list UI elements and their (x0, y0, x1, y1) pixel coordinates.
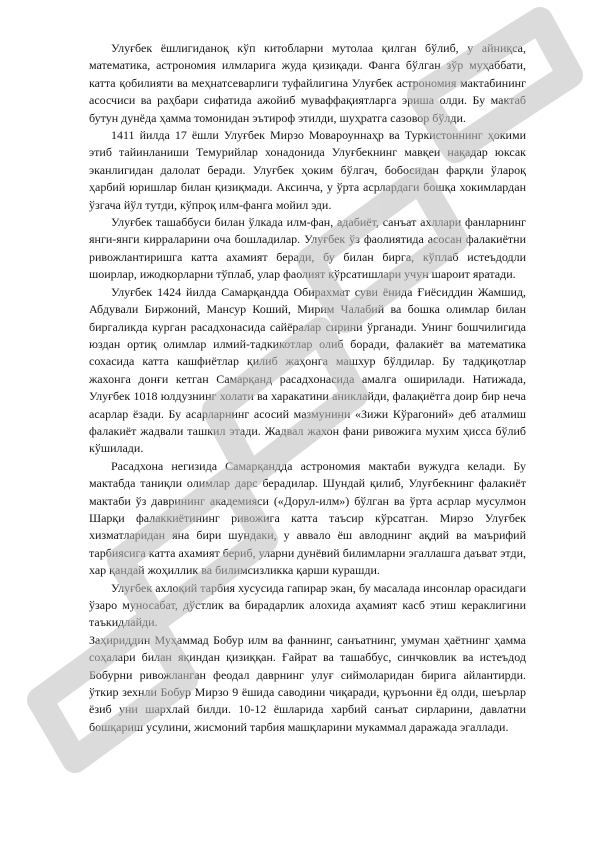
document-body (89, 40, 526, 736)
paragraph-ulugbek-youth: Улуғбек ёшлигиданоқ кўп китобларни мутолаа қилган бўлиб, у айниқса, математика, астрономия илмларига жуда қизиқади. Фанга бўлган зўр муҳаббати, катта қобилияти ва меҳнатсеварлиги туфайлигина Улуғбек астрономия мактабининг асосчиси ва раҳбари сифатида ажойиб муваффақиятларга эриша олди. Бу мактаб бутун дунёда ҳамма томонидан эътироф этилди, шуҳратга сазовор бўлди. (89, 41, 526, 125)
paragraph-astronomy-school: Расадхона негизида Самарқандда астрономия мактаби вужудга келади. Бу мактабда таниқли олимлар дарс берадилар. Шундай қилиб, Улуғбекнинг фалакиёт мактаби ўз даврининг академияси («Дорул-илм») бўлган ва ўрта асрлар мусулмон Шарқи фалаккиётининг ривожига катта таъсир кўрсатган. Мирзо Улуғбек хизматларидан яна бири шундаки, у аввало ёш авлоднинг ақдий ва маърифий тарбиясига катта ахамият бериб, уларни дунёвий билимларни эгаллашга даъват этди, хар қандай жоҳиллик ва билимсизликка қарши курашди. (89, 458, 526, 578)
paragraph-ulugbek-governor: 1411 йилда 17 ёшли Улуғбек Мирзо Мовароуннаҳр ва Туркистоннинг ҳокими этиб тайинланиши Темурийлар хонадонида Улуғбекнинг мавқеи нақадар юксак эканлигидан далолат беради. Улуғбек ҳоким бўлгач, бобосидан фарқли ўлароқ ҳарбий юришлар билан қизиқмади. Аксинча, у ўрта асрлардаги бошқа хокимлардан ўзгача йўл тутди, кўпроқ илм-фанга мойил эди. (89, 128, 526, 212)
paragraph-babur: Заҳириддин Муҳаммад Бобур илм ва фаннинг, санъатнинг, умуман ҳаётнинг ҳамма соҳалари билан яқиндан қизиққан. Ғайрат ва ташаббус, синчковлик ва истеъдод Бобурни ривожланган феодал даврнинг улуғ сиймоларидан бирига айлантирди. ўткир зехнли Бобур Мирзо 9 ёшида саводини чиқаради, қуръонни ёд олди, шеърлар ёзиб уни шархлай билди. 10-12 ёшларида харбий санъат сирларини, давлатни бошқариш усулини, жисмоний тарбия машқларини мукаммал даражада эгаллади. (89, 632, 526, 734)
paragraph-moral-education: Улуғбек ахлоқий тарбия хусусида гапирар экан, бу масалада инсонлар орасидаги ўзаро муносабат, дўстлик ва бирадарлик алохида аҳамият касб этиш кераклигини таъкидлайди. (89, 580, 526, 630)
paragraph-ulugbek-initiative: Улуғбек ташаббуси билан ўлкада илм-фан, адабиёт, санъат ахллари фанларнинг янги-янги кирраларини оча бошладилар. Улуғбек ўз фаолиятида асосан фалакиётни ривожлантиришга катта ахамият беради, бу билан бирга, кўплаб истеъдодли шоирлар, ижодкорларни тўплаб, улар фаолият кўрсатишлари учун шароит яратади. (89, 215, 526, 282)
paragraph-observatory: Улуғбек 1424 йилда Самарқандда Обирахмат суви ёнида Ғиёсиддин Жамшид, Абдували Биржоний, Мансур Коший, Мирим Чалабий ва бошка олимлар билан биргаликда курган расадхонасида сайёралар сирини ўрганади. Унинг бошчилигида юздан ортиқ олимлар илмий-тадкикотлар олиб боради, фалакиёт ва математика сохасида катта кашфиётлар қилиб жаҳонга машхур бўлдилар. Бу тадқиқотлар жахонга донғи кетган Самарқанд расадхонасида амалга оширилади. Натижада, Улуғбек 1018 юлдузнинг холати ва харакатини аниклайди, фалақиётга доир бир неча асарлар ёзади. Бу асарларнинг асосий мазмунини «Зижи Кўрагоний» деб аталмиш фалакиёт жадвали ташкил этади. Жадвал жахон фани ривожига мухим ҳисса бўлиб кўшилади. (89, 284, 526, 456)
